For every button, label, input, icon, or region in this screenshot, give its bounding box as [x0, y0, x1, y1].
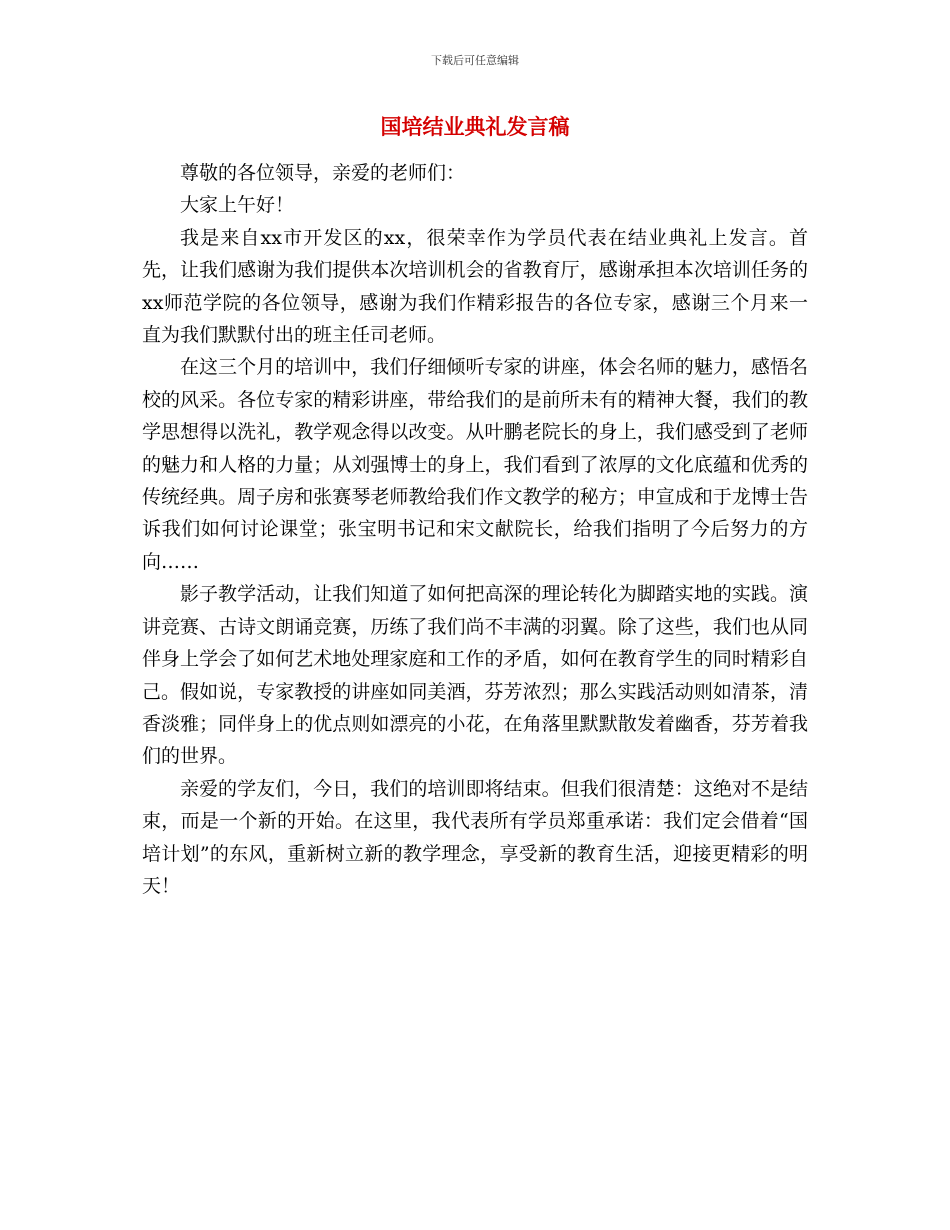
paragraph-activities: 影子教学活动，让我们知道了如何把高深的理论转化为脚踏实地的实践。演讲竞赛、古诗文朗诵竞赛，历练了我们尚不丰满的羽翼。除了这些，我们也从同伴身上学会了如何艺术地处理家庭和工作的矛盾，如何在教育学生的同时精彩自己。假如说，专家教授的讲座如同美酒，芬芳浓烈；那么实践活动则如清茶，清香淡雅；同伴身上的优点则如漂亮的小花，在角落里默默散发着幽香，芬芳着我们的世界。	[142, 583, 808, 768]
paragraph-closing: 亲爱的学友们，今日，我们的培训即将结束。但我们很清楚：这绝对不是结束，而是一个新的开始。在这里，我代表所有学员郑重承诺：我们定会借着“国培计划”的东风，重新树立新的教学理念，享受新的教育生活，迎接更精彩的明天！	[142, 777, 808, 897]
document-body	[142, 157, 808, 902]
document-title: 国培结业典礼发言稿	[380, 114, 570, 139]
salutation: 尊敬的各位领导，亲爱的老师们：	[180, 162, 466, 184]
header-note: 下载后可任意编辑	[431, 54, 519, 67]
paragraph-introduction: 我是来自xx市开发区的xx，很荣幸作为学员代表在结业典礼上发言。首先，让我们感谢为我们提供本次培训机会的省教育厅，感谢承担本次培训任务的xx师范学院的各位领导，感谢为我们作精彩报告的各位专家，感谢三个月来一直为我们默默付出的班主任司老师。	[142, 226, 808, 347]
greeting: 大家上午好！	[180, 194, 295, 217]
paragraph-lectures: 在这三个月的培训中，我们仔细倾听专家的讲座，体会名师的魅力，感悟名校的风采。各位专家的精彩讲座，带给我们的是前所未有的精神大餐，我们的教学思想得以洗礼，教学观念得以改变。从叶鹏老院长的身上，我们感受到了老师的魅力和人格的力量；从刘强博士的身上，我们看到了浓厚的文化底蕴和优秀的传统经典。周子房和张赛琴老师教给我们作文教学的秘方；申宣成和于龙博士告诉我们如何讨论课堂；张宝明书记和宋文献院长，给我们指明了今后努力的方向……	[142, 356, 808, 573]
